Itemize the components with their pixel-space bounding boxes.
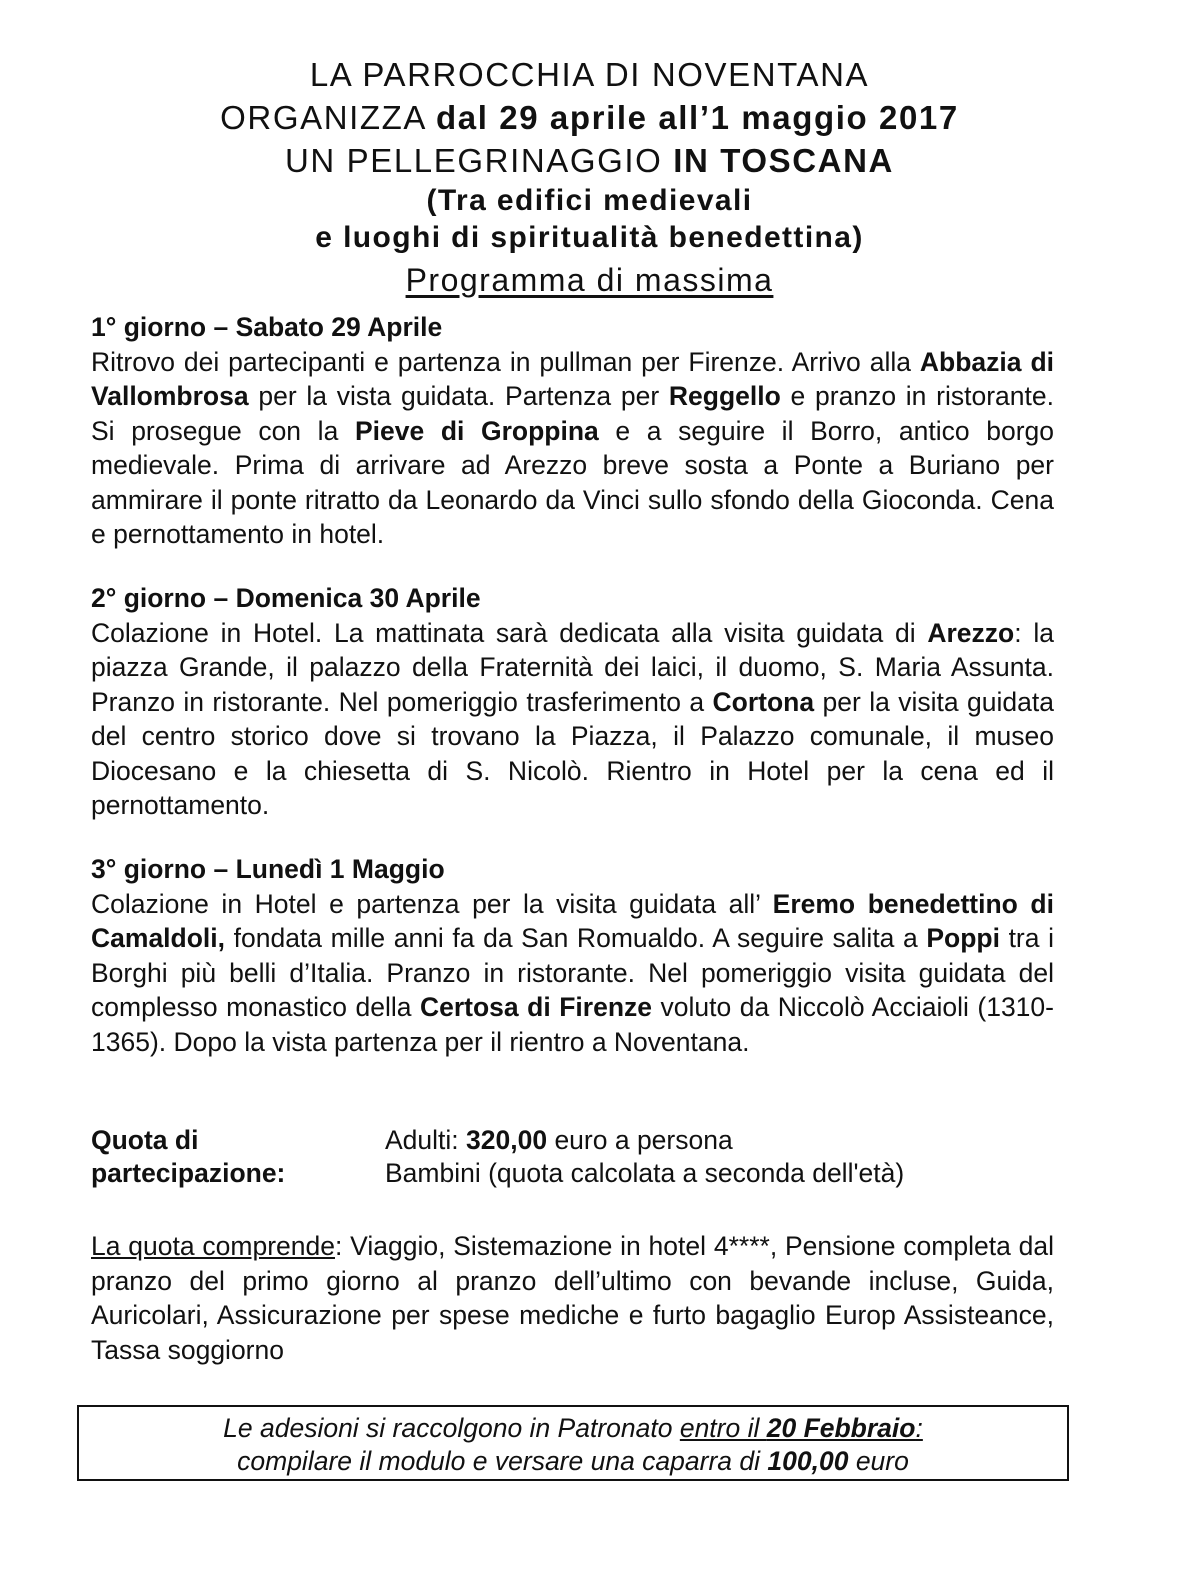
included-section bbox=[91, 1229, 1054, 1367]
deadline: entro il 20 Febbraio: bbox=[679, 1413, 923, 1443]
trip-dates: dal 29 aprile all’1 maggio 2017 bbox=[436, 99, 959, 136]
day-1-title: 1° giorno – Sabato 29 Aprile bbox=[91, 312, 443, 342]
price-values bbox=[385, 1124, 1085, 1190]
day-1-section bbox=[91, 310, 1054, 552]
day-2-title: 2° giorno – Domenica 30 Aprile bbox=[91, 583, 481, 613]
day-2-section bbox=[91, 581, 1054, 823]
registration-notice bbox=[77, 1405, 1069, 1481]
organizer-line: ORGANIZZA dal 29 aprile all’1 maggio 2017 bbox=[220, 99, 959, 136]
deposit-amount: 100,00 bbox=[767, 1446, 849, 1476]
day-1-description: Ritrovo dei partecipanti e partenza in pullman per Firenze. Arrivo alla Abbazia di Vallombrosa per la vista guidata. Partenza per Reggello e pranzo in ristorante. Si prosegue con la Pieve di Groppina e a seguire il Borro, antico borgo medievale. Prima di arrivare ad Arezzo breve sosta a Ponte a Buriano per ammirare il ponte ritratto da Leonardo da Vinci sullo sfondo della Gioconda. Cena e pernottamento in hotel. bbox=[91, 346, 1054, 549]
destination: IN TOSCANA bbox=[673, 142, 894, 179]
parish-title: LA PARROCCHIA DI NOVENTANA bbox=[309, 56, 870, 93]
price-label: Quota di partecipazione: bbox=[91, 1125, 286, 1188]
subtitle-line-1: (Tra edifici medievali bbox=[426, 184, 753, 217]
day-2-description: Colazione in Hotel. La mattinata sarà dedicata alla visita guidata di Arezzo: la piazza Grande, il palazzo della Fraternità dei laici, il duomo, S. Maria Assunta. Pranzo in ristorante. Nel pomeriggio trasferimento a Cortona per la visita guidata del centro storico dove si trovano la Piazza, il Palazzo comunale, il museo Diocesano e la chiesetta di S. Nicolò. Rientro in Hotel per la cena ed il pernottamento. bbox=[91, 617, 1054, 820]
subtitle-line-2: e luoghi di spiritualità benedettina) bbox=[315, 221, 864, 254]
pilgrimage-line: UN PELLEGRINAGGIO IN TOSCANA bbox=[285, 142, 894, 179]
day-3-description: Colazione in Hotel e partenza per la visita guidata all’ Eremo benedettino di Camaldoli, fondata mille anni fa da San Romualdo. A seguire salita a Poppi tra i Borghi più belli d’Italia. Pranzo in ristorante. Nel pomeriggio visita guidata del complesso monastico della Certosa di Firenze voluto da Niccolò Acciaioli (1310-1365). Dopo la vista partenza per il rientro a Noventana. bbox=[91, 888, 1054, 1057]
notice-line-1: Le adesioni si raccolgono in Patronato entro il 20 Febbraio: bbox=[223, 1413, 923, 1443]
adult-price: Adulti: 320,00 euro a persona bbox=[385, 1125, 733, 1155]
day-3-title: 3° giorno – Lunedì 1 Maggio bbox=[91, 854, 445, 884]
included-text: : Viaggio, Sistemazione in hotel 4****, Pensione completa dal pranzo del primo giorno al pranzo dell’ultimo con bevande incluse, Guida, Auricolari, Assicurazione per spese mediche e furto bagaglio Europ Assisteance, Tassa soggiorno bbox=[91, 1231, 1054, 1365]
included-label: La quota comprende bbox=[91, 1231, 335, 1261]
day-3-section bbox=[91, 852, 1054, 1059]
program-title: Programma di massima bbox=[405, 262, 774, 298]
notice-line-2: compilare il modulo e versare una caparra di 100,00 euro bbox=[237, 1446, 909, 1476]
header bbox=[0, 53, 1179, 300]
child-price: Bambini (quota calcolata a seconda dell'età) bbox=[385, 1158, 905, 1188]
